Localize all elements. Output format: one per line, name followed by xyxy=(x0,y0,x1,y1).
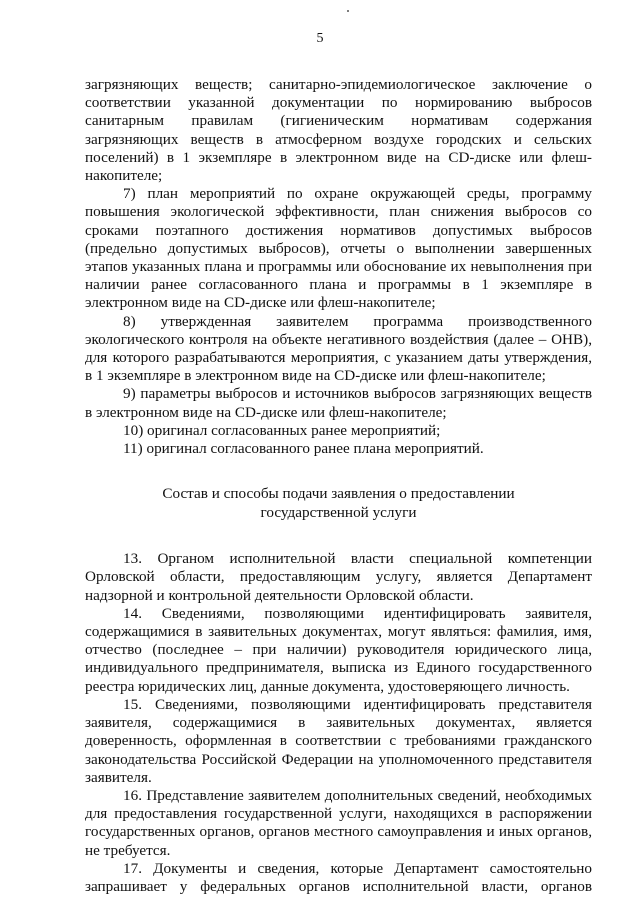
document-body xyxy=(85,76,592,896)
paragraph: 9) параметры выбросов и источников выбросов загрязняющих веществ в электронном виде на CD-диске или флеш-накопителе; xyxy=(85,385,592,421)
heading-line-1: Состав и способы подачи заявления о предоставлении xyxy=(162,485,515,503)
paragraph: 14. Сведениями, позволяющими идентифицировать заявителя, содержащимися в заявительных документах, могут являться: фамилия, имя, отчество (последнее – при наличии) руководителя юридического лица, индивидуального предпринимателя, выписка из Единого государственного реестра юридических лиц, данные документа, удостоверяющего личность. xyxy=(85,604,592,695)
paragraph: 11) оригинал согласованного ранее плана мероприятий. xyxy=(123,440,484,458)
paragraph: 17. Документы и сведения, которые Департамент самостоятельно запрашивает у федеральных органов исполнительной власти, органов xyxy=(85,859,592,895)
list-section xyxy=(85,76,592,458)
paragraph: 13. Органом исполнительной власти специальной компетенции Орловской области, предоставляющим услугу, является Департамент надзорной и контрольной деятельности Орловской области. xyxy=(85,550,592,604)
paragraph: 8) утвержденная заявителем программа производственного экологического контроля на объекте негативного воздействия (далее – ОНВ), для которого разрабатываются мероприятия, с указанием даты утверждения, в 1 экземпляре в электронном виде на CD-диске или флеш-накопителе; xyxy=(85,312,592,385)
heading-line-2: государственной услуги xyxy=(260,504,417,522)
paragraph: 7) план мероприятий по охране окружающей среды, программу повышения экологической эффективности, план снижения выбросов со сроками поэтапного достижения нормативов допустимых выбросов (предельно допустимых выбросов), отчеты о выполнении завершенных этапов указанных плана и программы или обоснование их невыполнения при наличии ранее согласованного плана и программы в 1 экземпляре в электронном виде на CD-диске или флеш-накопителе; xyxy=(85,185,592,312)
section-heading xyxy=(85,484,592,522)
paragraph: загрязняющих веществ; санитарно-эпидемиологическое заключение о соответствии указанной документации по нормированию выбросов санитарным правилам (гигиеническим нормативам содержания загрязняющих веществ в атмосферном воздухе городских и сельских поселений) в 1 экземпляре в электронном виде на CD-диске или флеш-накопителе; xyxy=(85,76,592,185)
paragraph: 15. Сведениями, позволяющими идентифицировать представителя заявителя, содержащимися в заявительных документах, является доверенность, оформленная в соответствии с требованиями гражданского законодательства Российской Федерации на уполномоченного представителя заявителя. xyxy=(85,695,592,786)
paragraph: 10) оригинал согласованных ранее мероприятий; xyxy=(123,421,441,439)
paragraph: 16. Представление заявителем дополнительных сведений, необходимых для предоставления государственной услуги, находящихся в распоряжении государственных органов, органов местного самоуправления и иных органов, не требуется. xyxy=(85,786,592,859)
scan-speck xyxy=(347,10,349,12)
clauses-section xyxy=(85,550,592,896)
page-number: 5 xyxy=(316,31,324,46)
